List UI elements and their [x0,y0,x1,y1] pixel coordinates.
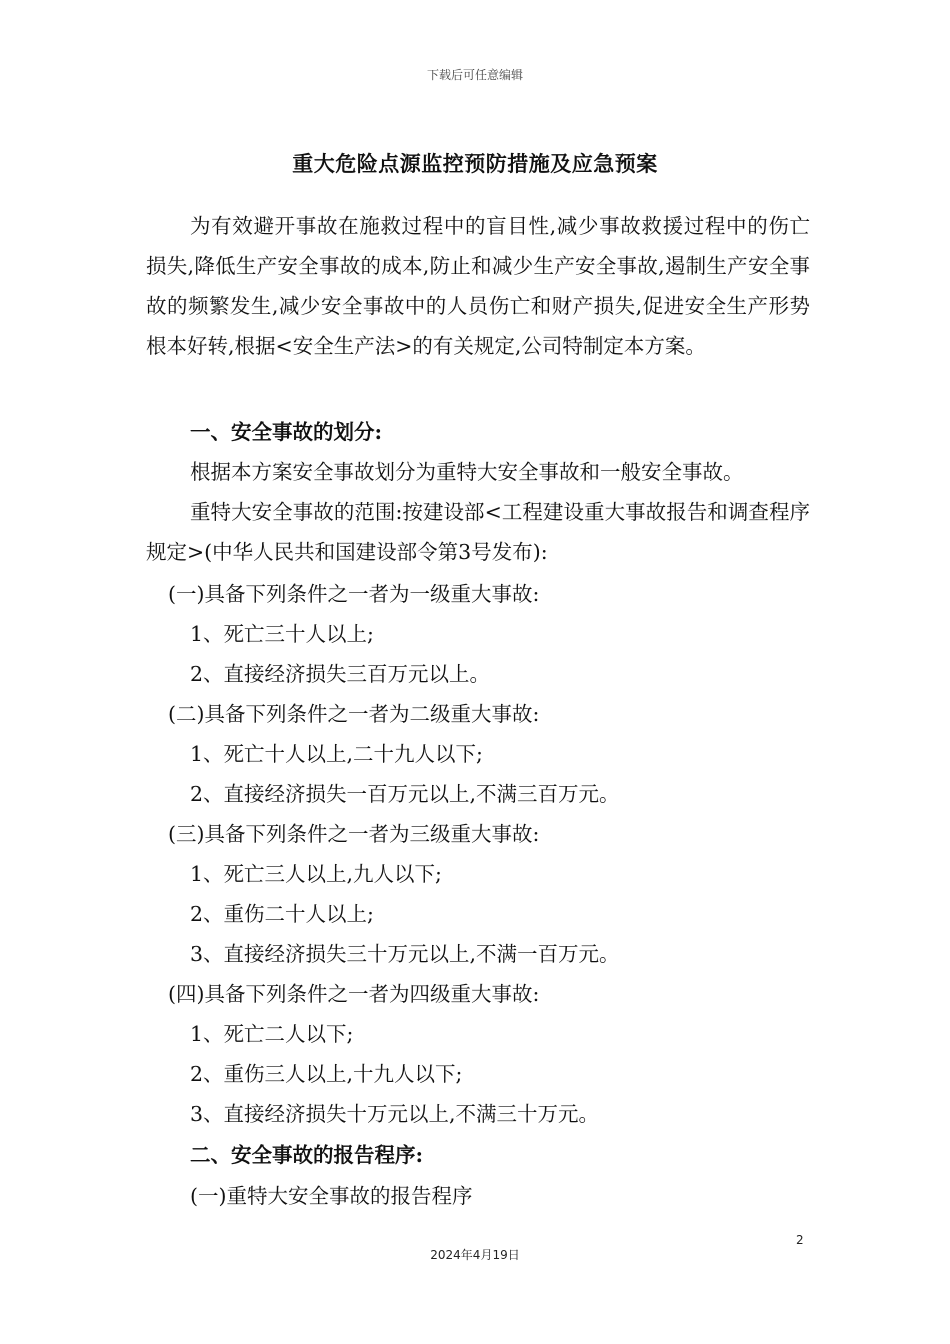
grade-3-item-2: 2、重伤二十人以上; [190,902,374,926]
footer-date: 2024年4月19日 [430,1248,520,1262]
grade-1-item-1: 1、死亡三十人以上; [190,622,374,646]
grade-3-heading: (三)具备下列条件之一者为三级重大事故: [168,822,540,846]
grade-2-item-2: 2、直接经济损失一百万元以上,不满三百万元。 [190,782,620,806]
grade-4-item-3: 3、直接经济损失十万元以上,不满三十万元。 [190,1102,600,1126]
document-title: 重大危险点源监控预防措施及应急预案 [292,151,658,176]
section-1-heading: 一、安全事故的划分: [190,420,383,444]
grade-3-item-3: 3、直接经济损失三十万元以上,不满一百万元。 [190,942,620,966]
page-number: 2 [796,1233,804,1247]
grade-1-heading: (一)具备下列条件之一者为一级重大事故: [168,582,540,606]
intro-paragraph: 为有效避开事故在施救过程中的盲目性,减少事故救援过程中的伤亡损失,降低生产安全事故的成本,防止和减少生产安全事故,遏制生产安全事故的频繁发生,减少安全事故中的人员伤亡和财产损失,促进安全生产形势根本好转,根据<安全生产法>的有关规定,公司特制定本方案。 [146,214,810,358]
section-1-paragraph-1: 根据本方案安全事故划分为重特大安全事故和一般安全事故。 [190,460,744,484]
grade-1-item-2: 2、直接经济损失三百万元以上。 [190,662,491,686]
grade-4-heading: (四)具备下列条件之一者为四级重大事故: [168,982,540,1006]
grade-2-heading: (二)具备下列条件之一者为二级重大事故: [168,702,540,726]
grade-list [146,574,810,1214]
header-note: 下载后可任意编辑 [426,68,523,82]
section-2-heading: 二、安全事故的报告程序: [190,1143,424,1167]
section-1-block [146,406,810,446]
grade-3-item-1: 1、死亡三人以上,九人以下; [190,862,442,886]
section-2-subheading: (一)重特大安全事故的报告程序 [190,1184,473,1208]
grade-4-item-2: 2、重伤三人以上,十九人以下; [190,1062,463,1086]
section-1-paragraph-2: 重特大安全事故的范围:按建设部<工程建设重大事故报告和调查程序规定>(中华人民共和国建设部令第3号发布): [146,500,810,564]
grade-4-item-1: 1、死亡二人以下; [190,1022,354,1046]
grade-2-item-1: 1、死亡十人以上,二十九人以下; [190,742,483,766]
intro-block [146,206,810,366]
section-1-body [146,446,810,572]
